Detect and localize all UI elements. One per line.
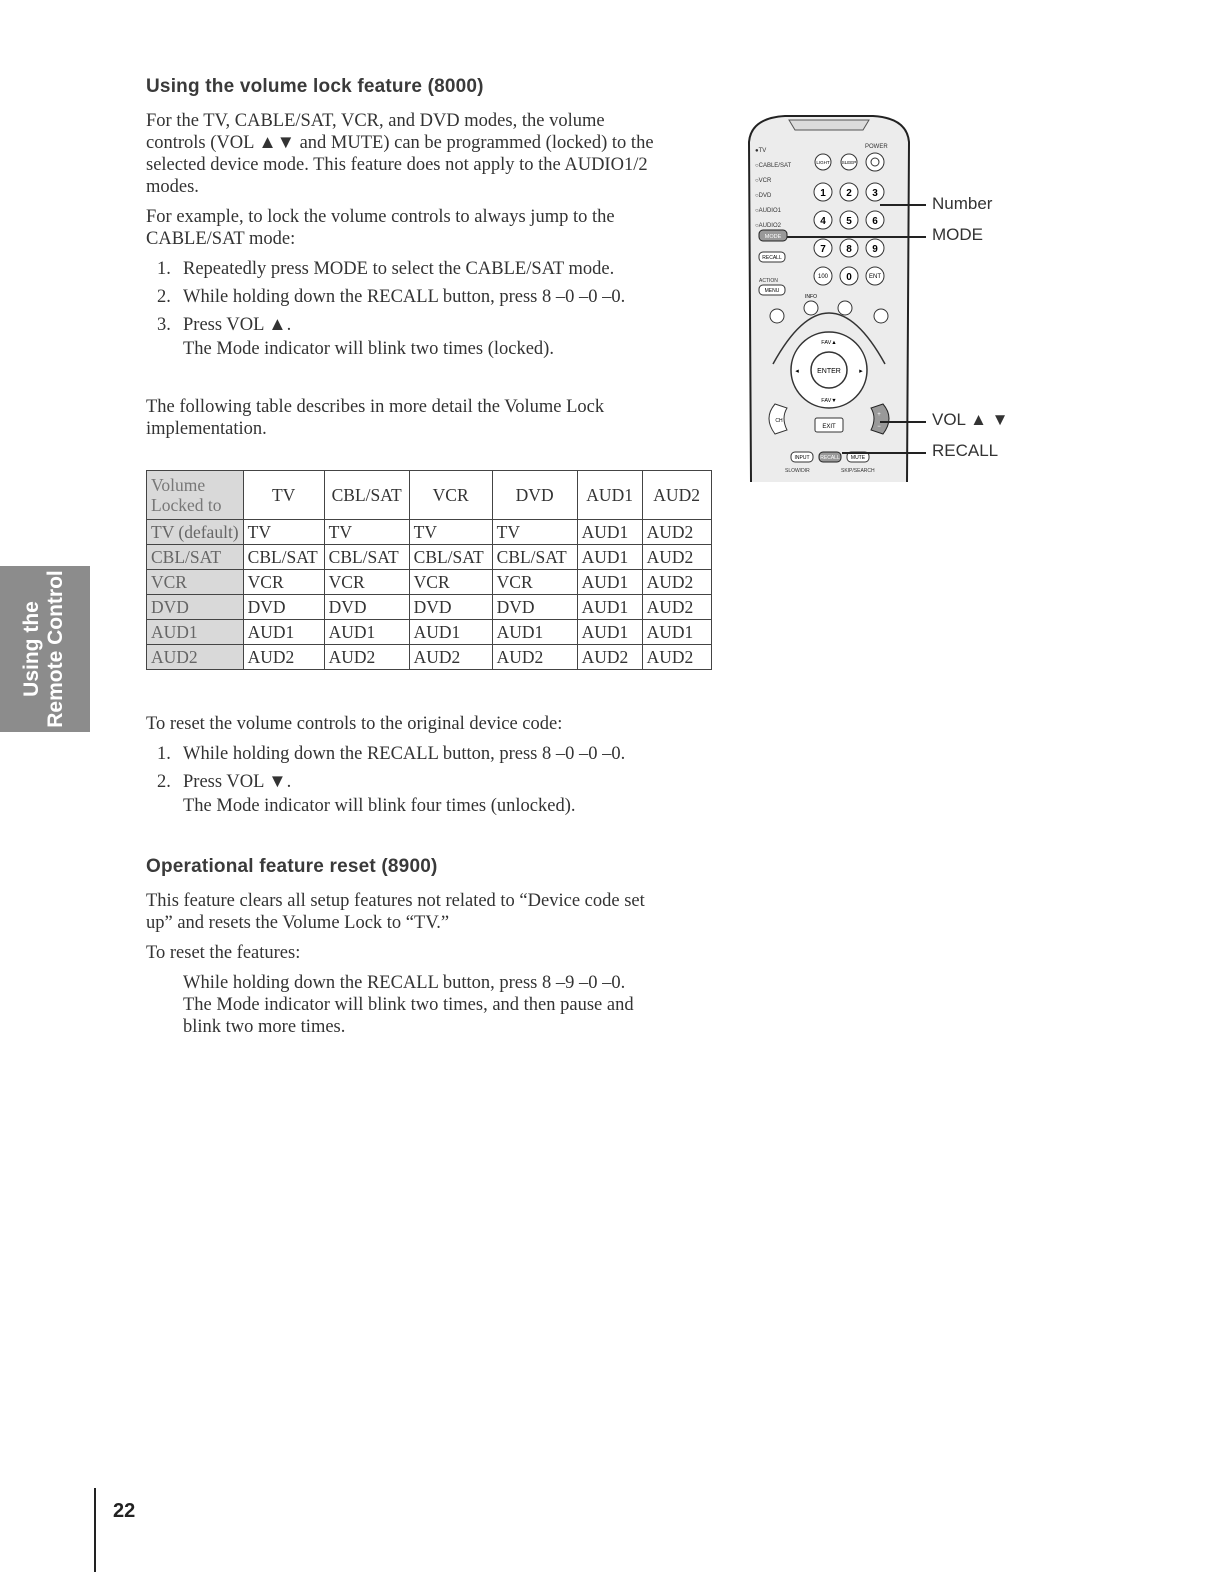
callout-leader-mode: [787, 236, 926, 238]
fav-up-label: FAV▲: [821, 340, 837, 346]
table-cell: VCR: [324, 570, 409, 595]
fav-down-label: FAV▼: [821, 398, 837, 404]
text-line: This feature clears all setup features not related to “Device code set: [146, 891, 645, 911]
table-cell: TV: [243, 520, 324, 545]
text-line: The Mode indicator will blink two times, and then pause and: [183, 995, 634, 1015]
column-header: AUD2: [642, 471, 711, 520]
digit-label: 1: [820, 188, 826, 199]
section-heading-volume-lock: Using the volume lock feature (8000): [146, 76, 484, 97]
table-cell: AUD1: [492, 620, 577, 645]
table-cell: AUD2: [642, 645, 711, 670]
mode-label-vcr: ○VCR: [755, 178, 772, 184]
table-row: [147, 645, 712, 670]
mute-label: MUTE: [850, 455, 866, 461]
text-line: For the TV, CABLE/SAT, VCR, and DVD modes, the volume: [146, 111, 605, 131]
exit-label: EXIT: [822, 424, 836, 430]
column-header: VCR: [409, 471, 492, 520]
column-header: AUD1: [577, 471, 642, 520]
mode-label-audio1: ○AUDIO1: [755, 208, 781, 214]
vol-up-icon: +: [877, 412, 881, 418]
table-cell: TV: [324, 520, 409, 545]
intro-paragraph: [146, 110, 654, 198]
table-cell: TV: [409, 520, 492, 545]
callout-mode: MODE: [932, 225, 983, 244]
remote-control-illustration: [745, 112, 913, 482]
mode-label-audio2: ○AUDIO2: [755, 223, 781, 229]
callout-vol: VOL ▲ ▼: [932, 410, 1009, 429]
feature-reset-instructions: [183, 972, 634, 1038]
info-button[interactable]: [804, 301, 818, 315]
table-cell: AUD1: [577, 595, 642, 620]
step-item: [157, 258, 614, 280]
chapter-side-tab: [0, 566, 90, 732]
digit-label: 4: [820, 216, 826, 227]
slow-dir-label: SLOW/DIR: [785, 468, 810, 474]
table-cell: AUD2: [577, 645, 642, 670]
text-line: up” and resets the Volume Lock to “TV.”: [146, 913, 450, 933]
action-label: ACTION: [759, 278, 778, 284]
theater-button[interactable]: [874, 309, 888, 323]
table-cell: DVD: [324, 595, 409, 620]
recall-label: RECALL: [820, 455, 840, 461]
text-line: The following table describes in more detail the Volume Lock: [146, 397, 605, 417]
digit-label: 8: [846, 244, 852, 255]
example-paragraph: [146, 206, 615, 250]
digit-label: 6: [872, 216, 878, 227]
sleep-label: SLEEP: [841, 160, 857, 165]
feature-reset-intro: To reset the features:: [146, 943, 301, 963]
favorite-button[interactable]: [838, 301, 852, 315]
text-line: For example, to lock the volume controls to always jump to the: [146, 207, 615, 227]
table-cell: AUD1: [577, 620, 642, 645]
digit-label: 3: [872, 188, 878, 199]
guide-button[interactable]: [770, 309, 784, 323]
step-text: Press VOL ▲.: [183, 315, 292, 335]
reset-intro: To reset the volume controls to the original device code:: [146, 714, 563, 734]
mode-label-tv: ●TV: [755, 148, 767, 154]
digit-label: 7: [820, 244, 826, 255]
step-note: The Mode indicator will blink four times (unlocked).: [183, 796, 576, 816]
table-cell: AUD1: [577, 545, 642, 570]
step-number: 1.: [157, 259, 171, 279]
table-cell: CBL/SAT: [243, 545, 324, 570]
input-label: INPUT: [794, 455, 810, 461]
menu-label: MENU: [764, 288, 780, 294]
ch-label: CH: [775, 418, 783, 424]
table-cell: AUD2: [642, 570, 711, 595]
table-row: [147, 520, 712, 545]
power-button[interactable]: [866, 153, 884, 171]
table-cell: AUD2: [642, 520, 711, 545]
remote-top-panel: [789, 120, 869, 130]
table-cell: CBL/SAT: [492, 545, 577, 570]
row-header: AUD1: [147, 620, 244, 645]
mode-label-dvd: ○DVD: [755, 193, 772, 199]
table-cell: VCR: [243, 570, 324, 595]
side-tab-line: Remote Control: [44, 570, 67, 728]
text-line: blink two more times.: [183, 1017, 346, 1037]
table-cell: DVD: [409, 595, 492, 620]
table-cell: CBL/SAT: [324, 545, 409, 570]
power-label: POWER: [865, 144, 888, 150]
text-line: modes.: [146, 177, 199, 197]
table-cell: AUD2: [243, 645, 324, 670]
callout-leader-vol: [880, 421, 926, 423]
step-text: While holding down the RECALL button, press 8 –0 –0 –0.: [183, 287, 626, 307]
table-header-row: [147, 471, 712, 520]
table-row: [147, 545, 712, 570]
step-item: [157, 743, 625, 765]
page-number: 22: [113, 1500, 136, 1522]
step-item: [157, 286, 625, 308]
step-number: 2.: [157, 772, 171, 792]
table-cell: AUD1: [577, 570, 642, 595]
column-header: TV: [243, 471, 324, 520]
table-cell: TV: [492, 520, 577, 545]
step-number: 3.: [157, 315, 171, 335]
table-intro-paragraph: [146, 396, 604, 440]
row-header: CBL/SAT: [147, 545, 244, 570]
table-corner-cell: [147, 471, 244, 520]
callout-leader-number: [880, 204, 926, 206]
table-cell: AUD2: [409, 645, 492, 670]
digit-label: 0: [846, 272, 852, 283]
step-item: [157, 314, 291, 336]
text-line: CABLE/SAT mode:: [146, 229, 296, 249]
info-label: INFO: [805, 294, 817, 300]
step-text: While holding down the RECALL button, press 8 –0 –0 –0.: [183, 744, 626, 764]
table-cell: AUD2: [642, 595, 711, 620]
table-cell: AUD1: [577, 520, 642, 545]
row-header: VCR: [147, 570, 244, 595]
digit-label: 9: [872, 244, 878, 255]
side-tab-line: Using the: [20, 601, 43, 697]
table-cell: VCR: [492, 570, 577, 595]
vol-down-icon: −: [877, 424, 881, 430]
digit-label: ENT: [869, 274, 881, 280]
enter-label: ENTER: [817, 368, 841, 375]
step-item: [157, 771, 291, 793]
callout-recall: RECALL: [932, 441, 999, 460]
row-header: TV (default): [147, 520, 244, 545]
text-line: controls (VOL ▲▼ and MUTE) can be programmed (locked) to the: [146, 133, 654, 153]
mode-button-label: MODE: [764, 234, 782, 240]
table-cell: AUD1: [243, 620, 324, 645]
table-cell: AUD2: [642, 545, 711, 570]
corner-line: Locked to: [151, 495, 222, 515]
text-line: implementation.: [146, 419, 267, 439]
step-note: The Mode indicator will blink two times (locked).: [183, 339, 554, 359]
right-arrow-icon: ▸: [859, 368, 863, 375]
step-text: Press VOL ▼.: [183, 772, 292, 792]
mode-label-cable-sat: ○CABLE/SAT: [755, 163, 792, 169]
corner-line: Volume: [151, 475, 206, 495]
table-row: [147, 570, 712, 595]
table-cell: AUD1: [409, 620, 492, 645]
section-heading-feature-reset: Operational feature reset (8900): [146, 856, 438, 877]
callout-leader-recall: [842, 452, 926, 454]
left-arrow-icon: ◂: [795, 368, 799, 375]
light-label: LIGHT: [816, 160, 830, 165]
column-header: DVD: [492, 471, 577, 520]
digit-label: 100: [817, 274, 829, 280]
callout-number: Number: [932, 194, 993, 213]
table-cell: AUD2: [324, 645, 409, 670]
side-tab-label: [20, 570, 68, 728]
volume-lock-table: [146, 470, 712, 670]
recall-top-label: RECALL: [762, 255, 782, 261]
table-row: [147, 595, 712, 620]
table-cell: AUD1: [324, 620, 409, 645]
page-number-rule: [94, 1488, 96, 1572]
table-cell: AUD2: [492, 645, 577, 670]
step-number: 2.: [157, 287, 171, 307]
text-line: selected device mode. This feature does not apply to the AUDIO1/2: [146, 155, 648, 175]
table-cell: CBL/SAT: [409, 545, 492, 570]
table-cell: VCR: [409, 570, 492, 595]
table-cell: AUD1: [642, 620, 711, 645]
row-header: AUD2: [147, 645, 244, 670]
table-row: [147, 620, 712, 645]
digit-label: 2: [846, 188, 852, 199]
step-number: 1.: [157, 744, 171, 764]
skip-search-label: SKIP/SEARCH: [841, 468, 875, 474]
table-cell: DVD: [243, 595, 324, 620]
text-line: While holding down the RECALL button, press 8 –9 –0 –0.: [183, 973, 626, 993]
step-text: Repeatedly press MODE to select the CABLE/SAT mode.: [183, 259, 615, 279]
table-cell: DVD: [492, 595, 577, 620]
column-header: CBL/SAT: [324, 471, 409, 520]
feature-reset-description: [146, 890, 645, 934]
digit-label: 5: [846, 216, 852, 227]
row-header: DVD: [147, 595, 244, 620]
